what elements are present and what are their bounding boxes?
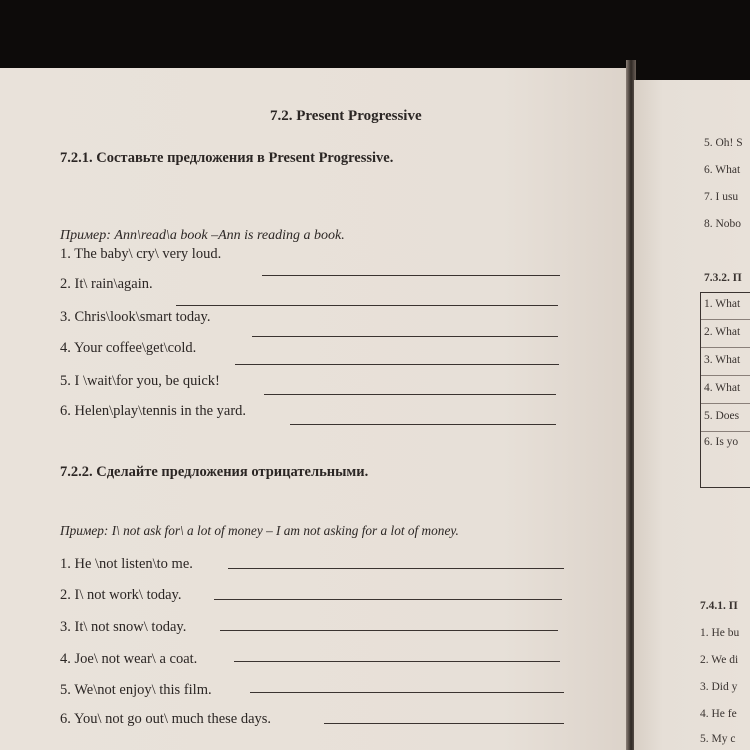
exercise-item: 3. Chris\look\smart today. (60, 309, 211, 325)
right-box-item: 3. What (704, 354, 741, 366)
answer-line (262, 275, 560, 276)
right-box-item: 6. Is yo (704, 436, 739, 448)
answer-line (235, 364, 559, 365)
answer-line (252, 336, 558, 337)
section-heading-721: 7.2.1. Составьте предложения в Present Progressive. (60, 150, 394, 166)
page-title: 7.2. Present Progressive (270, 108, 422, 124)
answer-line (250, 692, 564, 693)
exercise-item: 2. It\ rain\again. (60, 276, 153, 292)
answer-line (324, 723, 564, 724)
right-item: 6. What (704, 164, 741, 176)
exercise-item: 4. Joe\ not wear\ a coat. (60, 651, 198, 667)
exercise-item: 5. I \wait\for you, be quick! (60, 373, 220, 389)
right-item: 7. I usu (704, 191, 739, 203)
right-item: 4. He fe (700, 708, 737, 720)
right-item: 3. Did y (700, 681, 738, 693)
right-item: 5. My c (700, 733, 736, 745)
right-item: 2. We di (700, 654, 739, 666)
example-722: Пример: I\ not ask for\ a lot of money – I am not asking for a lot of money. (60, 523, 459, 538)
example-721: Пример: Ann\read\a book –Ann is reading a book. (60, 228, 345, 243)
right-box-item: 1. What (704, 298, 741, 310)
right-item: 1. He bu (700, 627, 740, 639)
answer-line (290, 424, 556, 425)
exercise-item: 6. Helen\play\tennis in the yard. (60, 403, 247, 419)
exercise-item: 1. He \not listen\to me. (60, 556, 193, 572)
answer-line (220, 630, 558, 631)
answer-line (264, 394, 556, 395)
exercise-item: 3. It\ not snow\ today. (60, 619, 187, 635)
right-item: 5. Oh! S (704, 137, 743, 149)
answer-line (228, 568, 564, 569)
right-box-item: 4. What (704, 382, 741, 394)
answer-line (234, 661, 560, 662)
answer-line (214, 599, 562, 600)
right-section-741: 7.4.1. П (700, 600, 738, 612)
answer-line (176, 305, 558, 306)
exercise-item: 5. We\not enjoy\ this film. (60, 682, 212, 698)
right-section-732: 7.3.2. П (704, 272, 742, 284)
right-box-item: 2. What (704, 326, 741, 338)
right-box-item: 5. Does (704, 410, 740, 422)
exercise-item: 2. I\ not work\ today. (60, 587, 182, 603)
right-item: 8. Nobo (704, 218, 742, 230)
exercise-item: 1. The baby\ cry\ very loud. (60, 246, 222, 262)
exercise-item: 4. Your coffee\get\cold. (60, 340, 197, 356)
section-heading-722: 7.2.2. Сделайте предложения отрицательными. (60, 464, 369, 480)
exercise-item: 6. You\ not go out\ much these days. (60, 711, 272, 727)
